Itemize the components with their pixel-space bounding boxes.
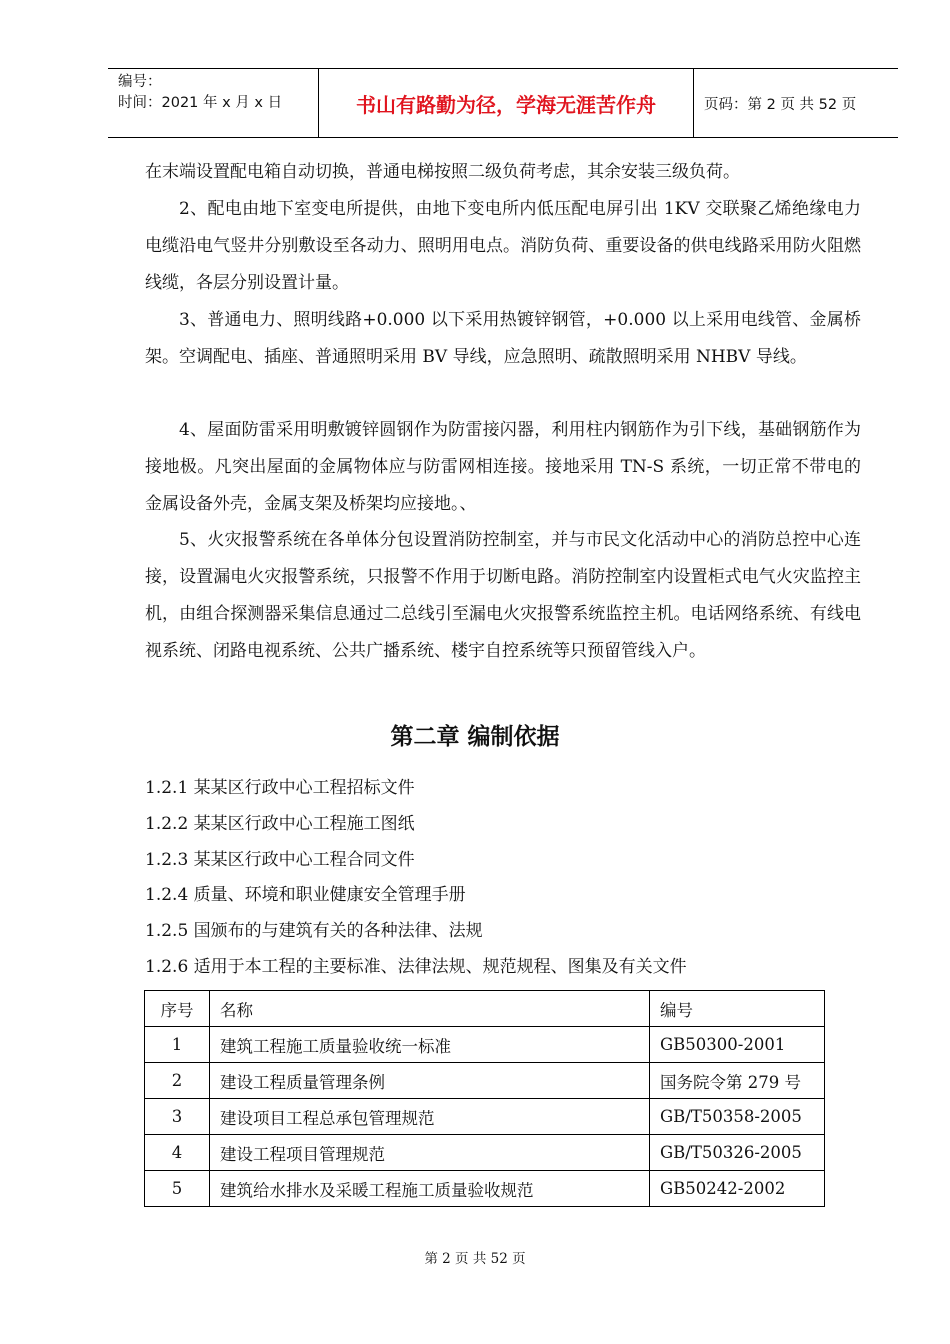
body-paragraph-3: 4、屋面防雷采用明敷镀锌圆钢作为防雷接闪器，利用柱内钢筋作为引下线，基础钢筋作为接地极。凡突出屋面的金属物体应与防雷网相连接。接地采用 TN-S 系统，一切正常不带电的金属设备外壳，金属支架及桥架均应接地。、 [145,420,861,514]
cell-index: 4 [145,1135,210,1171]
table-row [145,1171,825,1207]
cell-index: 3 [145,1099,210,1135]
cell-code: GB50242-2002 [650,1171,825,1207]
table-row [145,1135,825,1171]
body-paragraph-2: 3、普通电力、照明线路+0.000 以下采用热镀锌钢管，+0.000 以上采用电线管、金属桥架。空调配电、插座、普通照明采用 BV 导线，应急照明、疏散照明采用 NHBV 导线。 [145,310,861,367]
table-row [145,1027,825,1063]
cell-code: GB50300-2001 [650,1027,825,1063]
basis-item: 1.2.5 国颁布的与建筑有关的各种法律、法规 [145,921,483,942]
header-cell-code: 编号 [650,991,825,1027]
basis-item: 1.2.4 质量、环境和职业健康安全管理手册 [145,885,466,906]
cell-name: 建设工程质量管理条例 [210,1063,650,1099]
body-paragraph-4: 5、火灾报警系统在各单体分包设置消防控制室，并与市民文化活动中心的消防总控中心连接，设置漏电火灾报警系统，只报警不作用于切断电路。消防控制室内设置柜式电气火灾监控主机，由组合探测器采集信息通过二总线引至漏电火灾报警系统监控主机。电话网络系统、有线电视系统、闭路电视系统、公共广播系统、楼宇自控系统等只预留管线入户。 [145,530,861,661]
standards-table [144,990,825,1207]
header-cell-name: 名称 [210,991,650,1027]
header-cell-index: 序号 [145,991,210,1027]
body-paragraph-0: 在末端设置配电箱自动切换，普通电梯按照二级负荷考虑，其余安装三级负荷。 [145,162,740,182]
table-header-row [145,991,825,1027]
body-paragraph-1: 2、配电由地下室变电所提供，由地下变电所内低压配电屏引出 1KV 交联聚乙烯绝缘电力电缆沿电气竖井分别敷设至各动力、照明用电点。消防负荷、重要设备的供电线路采用防火阻燃线缆，各层分别设置计量。 [145,199,861,293]
cell-code: GB/T50326-2005 [650,1135,825,1171]
basis-item: 1.2.3 某某区行政中心工程合同文件 [145,849,415,870]
basis-item: 1.2.6 适用于本工程的主要标准、法律法规、规范规程、图集及有关文件 [145,956,687,977]
page-header [108,68,898,138]
chapter-title: 第二章 编制依据 [390,724,560,750]
table-row [145,1063,825,1099]
header-time-label: 时间：2021 年 x 月 x 日 [118,95,283,111]
cell-name: 建筑给水排水及采暖工程施工质量验收规范 [210,1171,650,1207]
cell-name: 建筑工程施工质量验收统一标准 [210,1027,650,1063]
cell-index: 2 [145,1063,210,1099]
cell-index: 5 [145,1171,210,1207]
header-meta [108,69,319,137]
cell-name: 建设工程项目管理规范 [210,1135,650,1171]
basis-item: 1.2.1 某某区行政中心工程招标文件 [145,778,415,798]
cell-code: GB/T50358-2005 [650,1099,825,1135]
header-code-label: 编号： [118,74,162,90]
header-motto: 书山有路勤为径，学海无涯苦作舟 [319,69,694,137]
cell-code: 国务院令第 279 号 [650,1063,825,1099]
basis-item: 1.2.2 某某区行政中心工程施工图纸 [145,813,415,834]
page-footer: 第 2 页 共 52 页 [424,1251,526,1267]
basis-list [145,774,687,989]
header-page-info: 页码：第 2 页 共 52 页 [704,96,857,113]
cell-index: 1 [145,1027,210,1063]
cell-name: 建设项目工程总承包管理规范 [210,1099,650,1135]
table-row [145,1099,825,1135]
